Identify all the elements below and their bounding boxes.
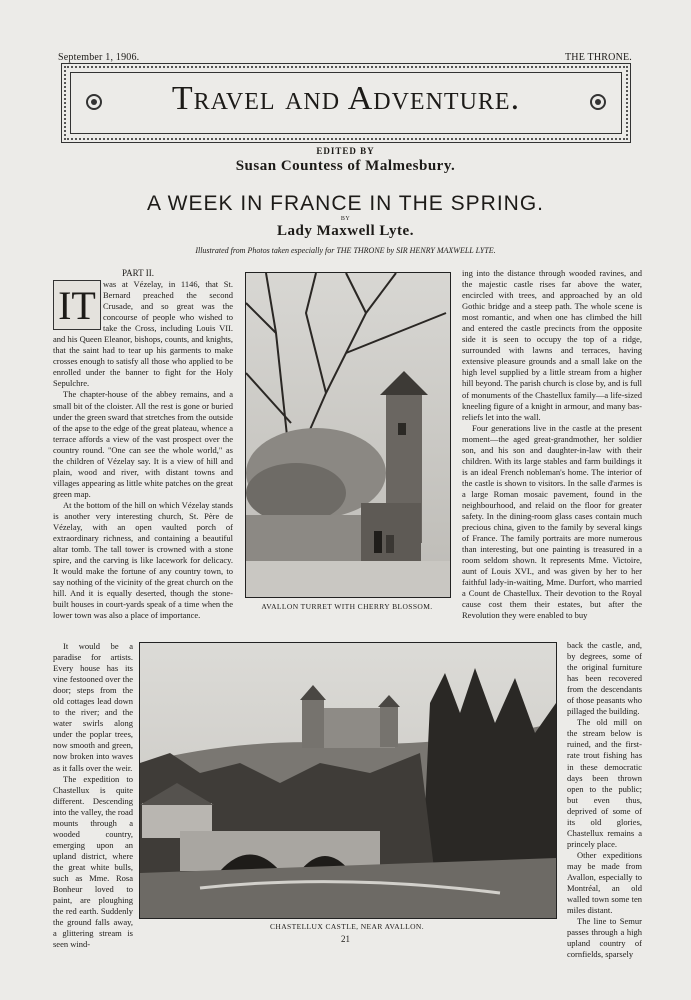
photo-chastellux-castle: [139, 642, 557, 919]
column-1b-text: [53, 641, 133, 950]
page-number: 21: [341, 934, 350, 944]
paragraph: was at Vézelay, in 1146, that St. Bernard preached the second Crusade, and so great was the concourse of people who wished to take the Cross, including Louis VII. and his Queen Eleanor, bishops, counts, and knights, that the saint had to tear up his garments to make crosses enough to satisfy all those who applied to be enrolled under the banner to fight for the Holy Sepulchre.: [53, 279, 233, 389]
paragraph: Other expeditions may be made from Avallon, especially to Montréal, an old walled town some ten miles distant.: [567, 849, 642, 916]
photo-2-caption: CHASTELLUX CASTLE, NEAR AVALLON.: [270, 922, 424, 931]
paragraph: The line to Semur passes through a high upland country of cornfields, sparsely: [567, 916, 642, 960]
paragraph: It would be a paradise for artists. Every house has its vine festooned over the door; steps from the old cottages lead down to the river; and the water swirls along under the poplar trees, now smooth and green, now broken into waves as it falls over the weir.: [53, 641, 133, 773]
paragraph: Four generations live in the castle at the present moment—the aged great-grandmother, her soldier son, and his son and daughter-in-law with their children. With its large stables and farm buildings it is an ideal French nobleman's home. The interior of the castle is shown to visitors. In the salle d'armes is a large Roman mosaic pavement, found in the neighbourhood, and relaid on the floor for greater safety. In the dining-room glass cases contain much precious china, given to the family by several kings of France. The family portraits are more numerous than interesting, but one painting is treasured in a room seldom shown. It represents Mme. Victoire, aunt of Louis XVI., and was given by her to her faithful lady-in-waiting, Mme. Durfort, who married a Count de Chastellux. Their devotion to the Royal cause cost them their estates, but after the Revolution they were enabled to buy: [462, 422, 642, 621]
byline-by: BY: [340, 216, 351, 222]
section-banner: [61, 63, 631, 143]
editor-name: Susan Countess of Malmesbury.: [235, 158, 456, 174]
paragraph: The expedition to Chastellux is quite different. Descending into the valley, the road mounts through a wooded country, emerging upon an upland district, where the great white bulls, such as Mme. Rosa Bonheur loved to paint, are ploughing the red earth. Suddenly the ground falls away, a glittering stream is seen wind-: [53, 773, 133, 950]
drop-cap-spacer: [53, 279, 103, 329]
column-3-text: [462, 268, 642, 640]
paragraph: The chapter-house of the abbey remains, and a small bit of the cloister. All the rest is gone or buried under the green sward that stretches from the outside of the apse to the edge of the great plateau, whence a terrace affords a view of the vast prospect over the country round. "One can see the whole world," as the children of Vézelay say. It is a view of hill and plain, wood and river, with distant towns and villages appearing as little white patches on the great green map.: [53, 389, 233, 499]
publication-name: THE THRONE.: [565, 52, 633, 63]
column-3b-text: [567, 640, 642, 960]
photo-1-caption: AVALLON TURRET WITH CHERRY BLOSSOM.: [261, 602, 433, 611]
photo-credit: Illustrated from Photos taken especially for THE THRONE by SIR HENRY MAXWELL LYTE.: [195, 246, 496, 255]
article-author: Lady Maxwell Lyte.: [277, 223, 414, 239]
section-title: Travel and Adventure.: [171, 80, 521, 117]
castle-illustration: [140, 643, 556, 918]
edited-by-label: EDITED BY: [316, 146, 375, 156]
paragraph: ing into the distance through wooded ravines, and the majestic castle rises far above the water, encircled with trees, and approached by an old Gothic bridge and a steep path. The whole scene is most romantic, and when one has climbed the hill and entered the castle precincts from the opposite side it is seen to occupy the top of a ridge, surrounded with lawns and terraces, having extensive pleasure grounds and a small lake on the high level supplied by a little stream from a higher hill beyond. The parish church is close by, and is full of monuments of the Chastellux family—a life-sized kneeling figure of a knight in armour, and many bas-reliefs let into the wall.: [462, 268, 642, 422]
paragraph: At the bottom of the hill on which Vézelay stands is another very interesting church, St. Père de Vézelay, with an open vaulted porch of extraordinary richness, and containing a beautiful altar tomb. The tall tower is crowned with a stone spire, and the carving is like lacework for delicacy. It would make the fortune of any country town, to say nothing of the vicinity of the great church on the hill. And it is equally deserted, though the stone-built houses in court-yards speak of a time when the lower town was also a place of importance.: [53, 499, 233, 621]
photo-avallon-turret: [245, 272, 451, 598]
article-title: A WEEK IN FRANCE IN THE SPRING.: [146, 192, 544, 215]
part-heading: PART II.: [122, 268, 154, 278]
turret-illustration: [246, 273, 450, 597]
issue-date: September 1, 1906.: [58, 52, 140, 63]
paragraph: The old mill on the stream below is ruined, and the first-rate trout fishing has in these democratic days been thrown open to the public; but even thus, deprived of some of its old glories, Chastellux remains a princely place.: [567, 717, 642, 849]
drop-cap: IT: [53, 280, 101, 330]
column-1-text: [53, 279, 233, 639]
paragraph: back the castle, and, by degrees, some of the original furniture has been recovered from the descendants of those peasants who pillaged the building.: [567, 640, 642, 717]
